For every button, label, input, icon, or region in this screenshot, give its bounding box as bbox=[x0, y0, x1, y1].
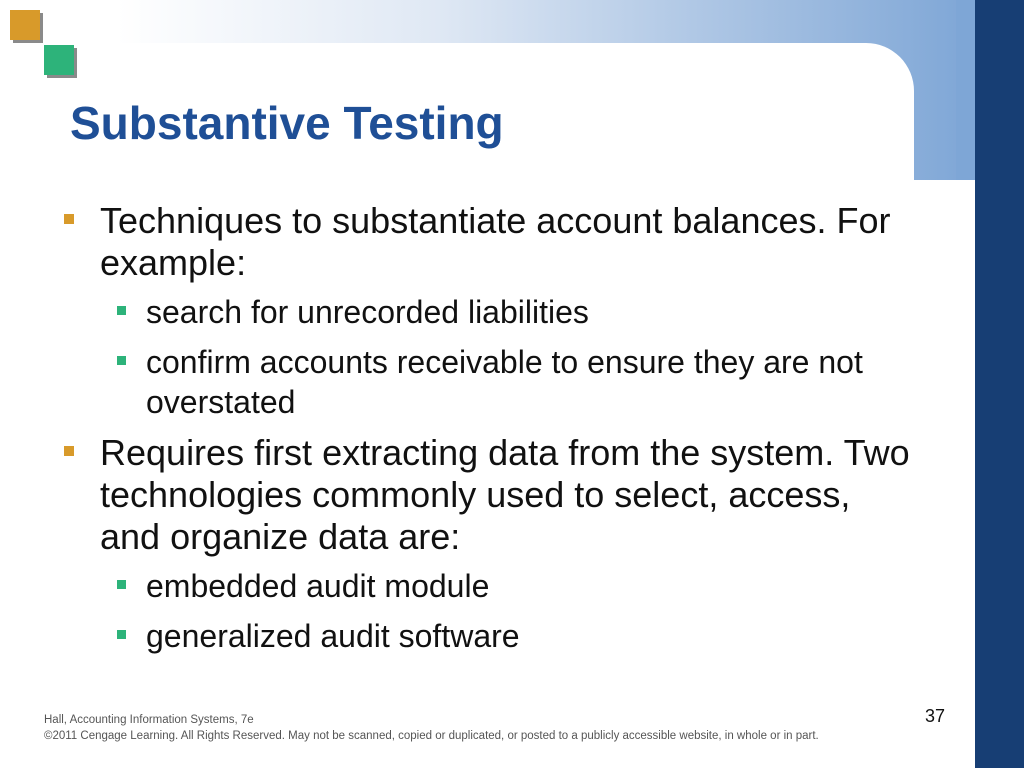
square-sub-bullet-icon bbox=[117, 306, 126, 315]
bullet-item bbox=[60, 432, 920, 656]
square-bullet-icon bbox=[64, 214, 74, 224]
page-number: 37 bbox=[924, 706, 945, 726]
bullet-text: Requires first extracting data from the system. Two technologies commonly used to select, access, and organize data are: bbox=[100, 432, 910, 557]
sub-bullet-text: embedded audit module bbox=[146, 568, 490, 604]
sub-bullet-text: generalized audit software bbox=[146, 618, 520, 654]
sub-bullet-item bbox=[100, 616, 920, 656]
bullet-list bbox=[60, 200, 920, 666]
footer-citation: Hall, Accounting Information Systems, 7e bbox=[44, 714, 254, 726]
sub-bullet-item bbox=[100, 342, 920, 422]
sub-bullet-item bbox=[100, 566, 920, 606]
sub-bullet-list bbox=[100, 566, 920, 656]
orange-square-decoration bbox=[10, 10, 40, 40]
square-sub-bullet-icon bbox=[117, 356, 126, 365]
square-sub-bullet-icon bbox=[117, 580, 126, 589]
green-square-decoration bbox=[44, 45, 74, 75]
right-navy-bar bbox=[975, 0, 1024, 768]
square-sub-bullet-icon bbox=[117, 630, 126, 639]
sub-bullet-item bbox=[100, 292, 920, 332]
sub-bullet-text: search for unrecorded liabilities bbox=[146, 294, 589, 330]
square-bullet-icon bbox=[64, 446, 74, 456]
header-blue-edge bbox=[956, 0, 975, 180]
bullet-item bbox=[60, 200, 920, 422]
sub-bullet-list bbox=[100, 292, 920, 422]
bullet-text: Techniques to substantiate account balances. For example: bbox=[100, 200, 891, 283]
sub-bullet-text: confirm accounts receivable to ensure they are not overstated bbox=[146, 344, 863, 420]
slide-title: Substantive Testing bbox=[70, 97, 504, 149]
footer-copyright: ©2011 Cengage Learning. All Rights Reserved. May not be scanned, copied or duplicated, or posted to a publicly accessible website, in whole or in part. bbox=[44, 730, 819, 742]
footer bbox=[44, 712, 819, 744]
